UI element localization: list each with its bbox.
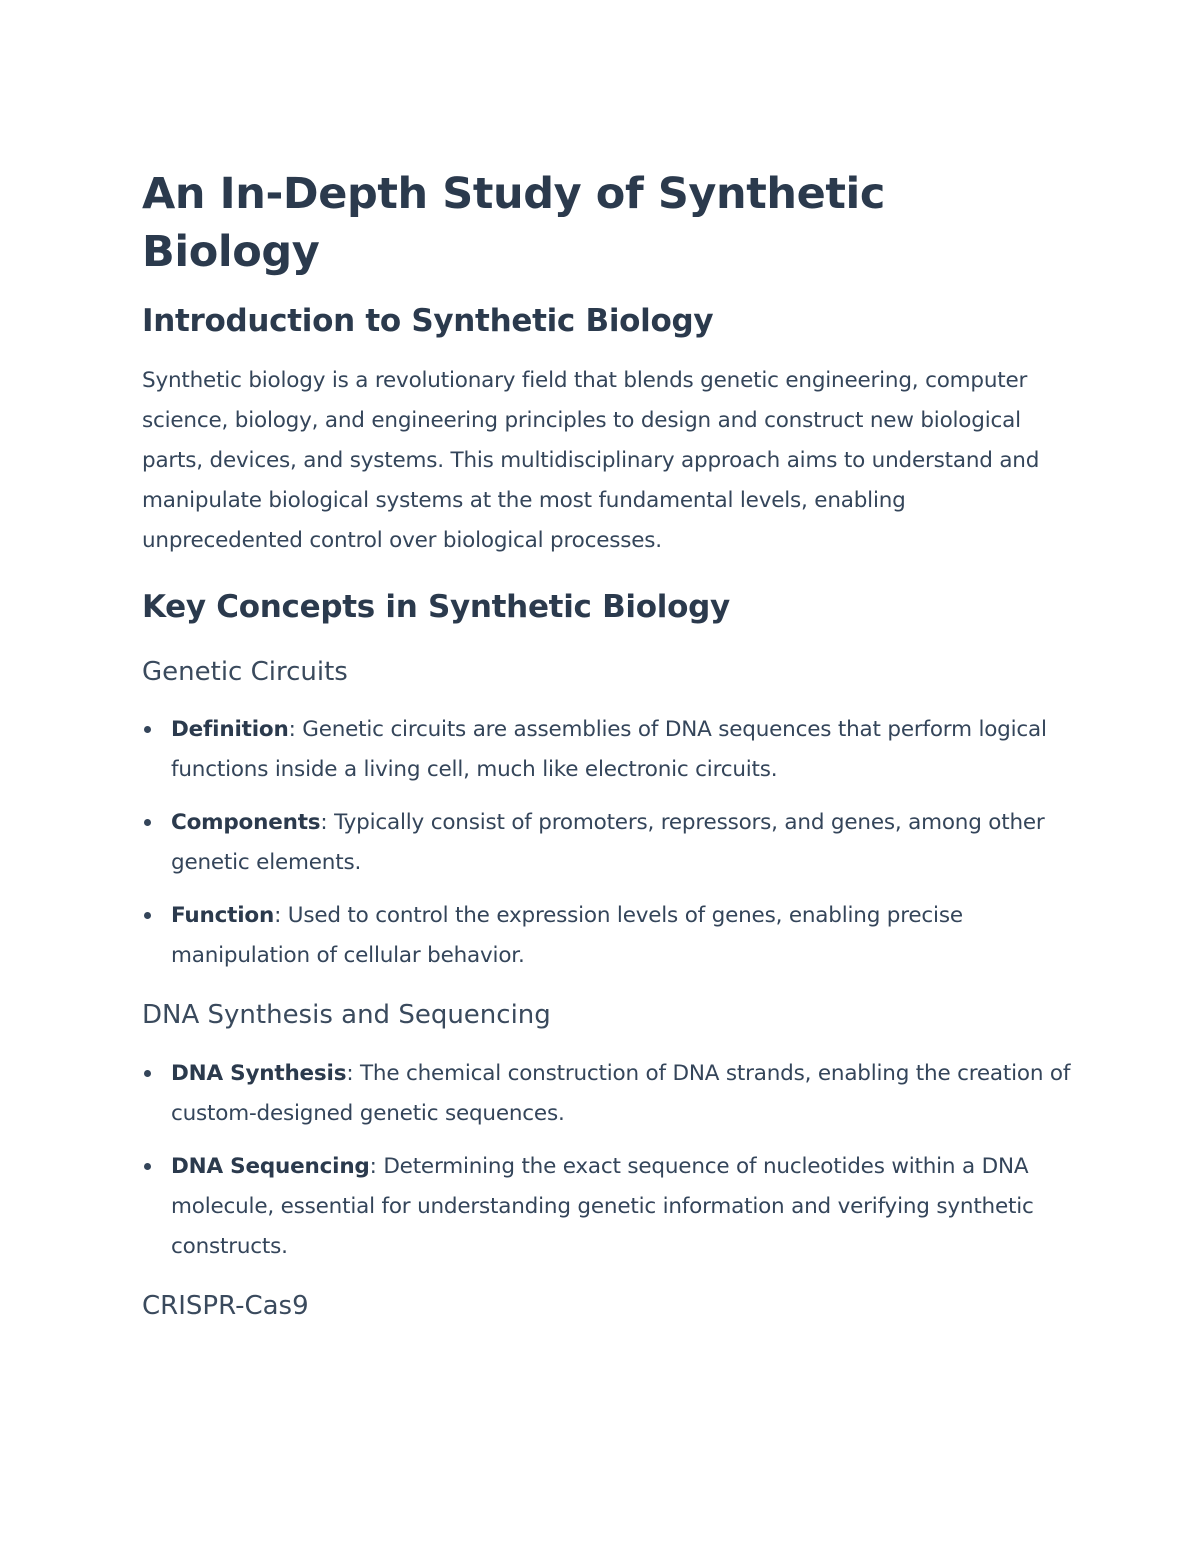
document-title: An In-Depth Study of Synthetic Biology [142, 169, 885, 277]
list-item-text: : Typically consist of promoters, repressors, and genes, among other genetic elements. [171, 810, 1045, 875]
list-item-term: Function [171, 903, 275, 928]
list-item-term: DNA Synthesis [171, 1061, 347, 1086]
list-item-text: : Used to control the expression levels of genes, enabling precise manipulation of cellular behavior. [171, 903, 963, 968]
list-item-text: : Genetic circuits are assemblies of DNA sequences that perform logical functions inside a living cell, much like electronic circuits. [171, 717, 1047, 782]
subsection-heading-dna-synthesis-sequencing: DNA Synthesis and Sequencing [142, 1000, 551, 1030]
list-item [142, 896, 1072, 976]
list-item-term: Definition [171, 717, 289, 742]
list-item [142, 710, 1072, 790]
bullet-icon [144, 1070, 151, 1077]
list-item-term: DNA Sequencing [171, 1154, 370, 1179]
list-item [142, 1147, 1072, 1267]
subsection-heading-crispr-cas9: CRISPR-Cas9 [142, 1291, 309, 1321]
list-item-text: : Determining the exact sequence of nucleotides within a DNA molecule, essential for understanding genetic information and verifying synthetic constructs. [171, 1154, 1034, 1259]
subsection-heading-genetic-circuits: Genetic Circuits [142, 657, 348, 687]
document-page [142, 165, 1072, 1324]
bullet-icon [144, 1163, 151, 1170]
section-heading-introduction: Introduction to Synthetic Biology [142, 303, 714, 339]
bullet-icon [144, 819, 151, 826]
list-item [142, 803, 1072, 883]
genetic-circuits-list [142, 710, 1072, 976]
bullet-icon [144, 726, 151, 733]
list-item [142, 1054, 1072, 1134]
list-item-term: Components [171, 810, 321, 835]
introduction-paragraph: Synthetic biology is a revolutionary field that blends genetic engineering, computer science, biology, and engineering principles to design and construct new biological parts, devices, and systems. This multidisciplinary approach aims to understand and manipulate biological systems at the most fundamental levels, enabling unprecedented control over biological processes. [142, 368, 1040, 553]
list-item-text: : The chemical construction of DNA strands, enabling the creation of custom-designed genetic sequences. [171, 1061, 1071, 1126]
dna-synthesis-list [142, 1054, 1072, 1267]
section-heading-key-concepts: Key Concepts in Synthetic Biology [142, 589, 730, 625]
bullet-icon [144, 912, 151, 919]
